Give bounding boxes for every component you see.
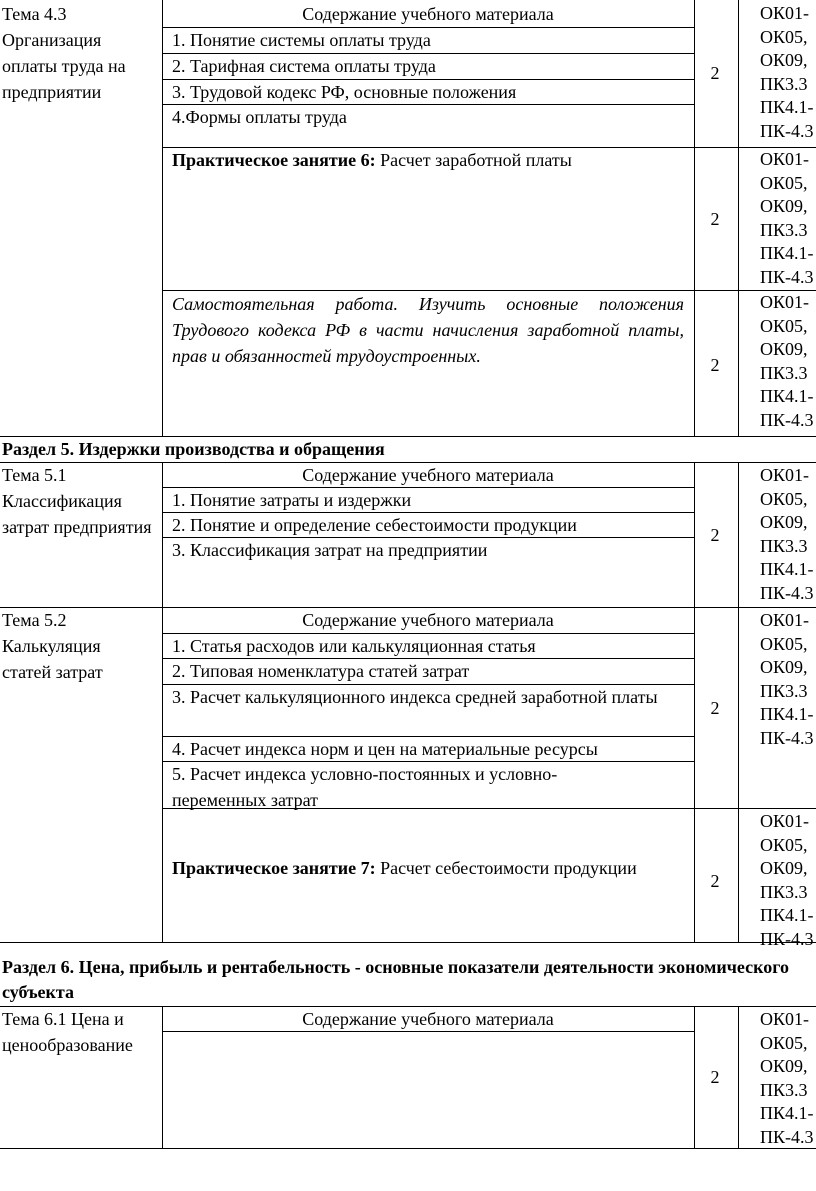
topic-title: Тема 5.1 Классификация затрат предприятия (2, 465, 152, 537)
topic-title: Тема 6.1 Цена и ценообразование (2, 1009, 133, 1055)
hours-value: 2 (710, 871, 720, 891)
hours-value: 2 (710, 209, 720, 229)
col-divider-hours (738, 1006, 739, 1148)
col-divider-left (162, 462, 163, 942)
topic-title: Тема 4.3 Организация оплаты труда на предприятии (2, 4, 126, 102)
row-line (0, 942, 816, 943)
competencies: ОК01- ОК05, ОК09, ПК3.3 ПК4.1- ПК-4.3 (760, 811, 814, 949)
competencies: ОК01- ОК05, ОК09, ПК3.3 ПК4.1- ПК-4.3 (760, 149, 814, 287)
list-item: 2. Типовая номенклатура статей затрат (172, 661, 470, 681)
content-header: Содержание учебного материала (302, 4, 554, 24)
content-header: Содержание учебного материала (302, 465, 554, 485)
list-item: 3. Расчет калькуляционного индекса средней заработной платы (172, 687, 658, 707)
topic-title: Тема 5.2 Калькуляция статей затрат (2, 610, 103, 682)
col-divider-hours (738, 0, 739, 436)
practical-lesson (172, 147, 572, 173)
list-item: 2. Понятие и определение себестоимости продукции (172, 515, 577, 535)
practical-label: Практическое занятие 7: (172, 858, 376, 878)
competencies: ОК01- ОК05, ОК09, ПК3.3 ПК4.1- ПК-4.3 (760, 1009, 814, 1147)
content-header: Содержание учебного материала (302, 610, 554, 630)
col-divider-hours (738, 462, 739, 942)
competencies: ОК01- ОК05, ОК09, ПК3.3 ПК4.1- ПК-4.3 (760, 465, 814, 603)
row-line (0, 1148, 816, 1149)
list-item: 3. Трудовой кодекс РФ, основные положения (172, 82, 517, 102)
practical-lesson (172, 855, 642, 881)
self-study-text: Самостоятельная работа. Изучить основные положения Трудового кодекса РФ в части начисления заработной платы, прав и обязанностей трудоустроенных. (172, 294, 684, 366)
col-divider-left (162, 0, 163, 436)
list-item: 1. Понятие затраты и издержки (172, 490, 412, 510)
competencies: ОК01- ОК05, ОК09, ПК3.3 ПК4.1- ПК-4.3 (760, 292, 814, 430)
hours-value: 2 (710, 63, 720, 83)
competencies: ОК01- ОК05, ОК09, ПК3.3 ПК4.1- ПК-4.3 (760, 610, 814, 748)
practical-label: Практическое занятие 6: (172, 150, 376, 170)
list-item: 1. Статья расходов или калькуляционная статья (172, 636, 536, 656)
competencies: ОК01- ОК05, ОК09, ПК3.3 ПК4.1- ПК-4.3 (760, 3, 814, 141)
section-title: Раздел 5. Издержки производства и обращения (2, 439, 385, 459)
list-item: 4.Формы оплаты труда (172, 107, 347, 127)
section-title: Раздел 6. Цена, прибыль и рентабельность - основные показатели деятельности экономического субъекта (2, 957, 789, 1002)
list-item: 3. Классификация затрат на предприятии (172, 540, 488, 560)
list-item: 2. Тарифная система оплаты труда (172, 56, 436, 76)
content-header: Содержание учебного материала (302, 1009, 554, 1029)
list-item: 4. Расчет индекса норм и цен на материальные ресурсы (172, 739, 598, 759)
hours-value: 2 (710, 698, 720, 718)
list-item: 5. Расчет индекса условно-постоянных и условно-переменных затрат (172, 764, 558, 810)
list-item: 1. Понятие системы оплаты труда (172, 30, 431, 50)
hours-value: 2 (710, 355, 720, 375)
practical-text: Расчет себестоимости продукции (375, 858, 637, 878)
hours-value: 2 (710, 525, 720, 545)
practical-text: Расчет заработной платы (375, 150, 572, 170)
hours-value: 2 (710, 1067, 720, 1087)
